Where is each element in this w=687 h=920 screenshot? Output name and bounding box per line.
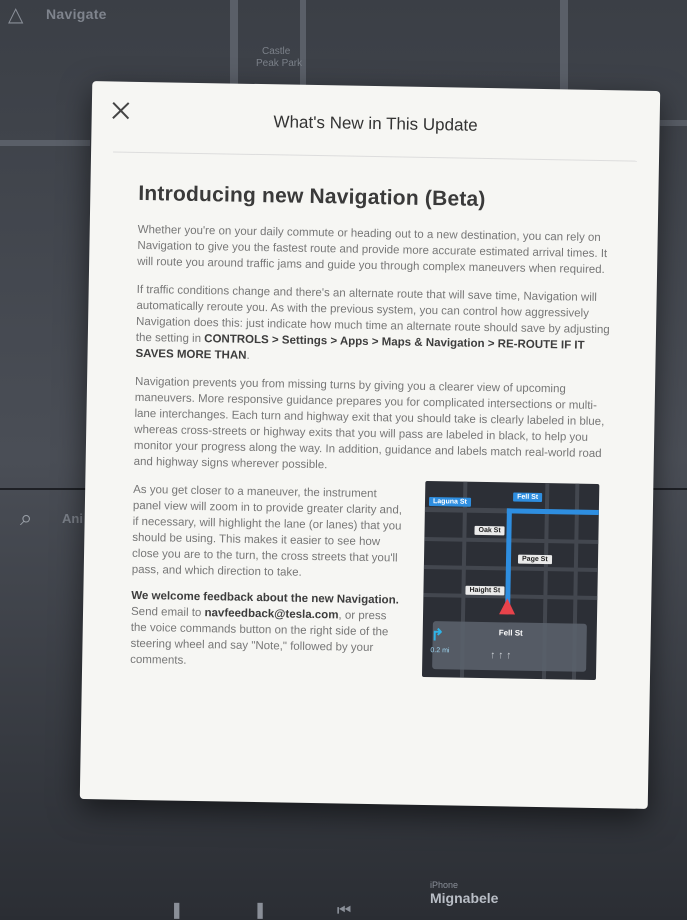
navigate-label: Navigate bbox=[46, 6, 107, 22]
map-road bbox=[660, 120, 687, 126]
paragraph-reroute-text: If traffic conditions change and there's an alternate route that will save time, Navigation will automatically reroute you. As with the previous system, you can control how aggressively Navigation does this: just indicate how much time an alternate route should save by adjusting the setting in bbox=[135, 283, 610, 346]
settings-path: CONTROLS > Settings > Apps > Maps & Navigation > RE-ROUTE IF IT SAVES MORE THAN bbox=[135, 333, 585, 362]
turn-arrow-icon: ↱ bbox=[430, 627, 445, 645]
car-position-icon bbox=[499, 598, 515, 614]
map-label: Castle bbox=[262, 46, 291, 57]
previous-icon[interactable]: ⏮ bbox=[336, 902, 422, 919]
media-title: Mignabele bbox=[430, 890, 499, 906]
search-bar[interactable] bbox=[20, 505, 90, 535]
guidance-text bbox=[130, 482, 405, 683]
turn-street: Fell St bbox=[498, 628, 523, 638]
paragraph-reroute-end: . bbox=[246, 349, 250, 362]
guidance-section bbox=[129, 482, 611, 720]
route-line bbox=[507, 508, 599, 515]
feedback-text: Send email to bbox=[130, 605, 205, 620]
street-tag-page: Page St bbox=[518, 555, 552, 565]
feedback-text-end: , or press the voice commands button on the right side of the steering wheel and say "Note," followed by your comments. bbox=[130, 609, 389, 667]
search-text: Ani bbox=[62, 511, 83, 526]
media-controls[interactable] bbox=[170, 900, 421, 920]
media-source: iPhone bbox=[430, 880, 459, 890]
navigate-icon: △ bbox=[8, 4, 24, 26]
paragraph-feedback bbox=[130, 588, 403, 673]
paragraph-zoom: As you get closer to a maneuver, the instrument panel view will zoom in to provide greater clarity and, if necessary, will highlight the lane (or lanes) that you should be using. This makes it easier to see how close you are to the turn, the cross streets that you'll pass, and which direction to take. bbox=[131, 483, 403, 579]
map-label: Peak Park bbox=[256, 58, 303, 69]
dialog-title: What's New in This Update bbox=[273, 112, 478, 135]
street-tag-oak: Oak St bbox=[474, 526, 504, 536]
article-heading: Introducing new Navigation (Beta) bbox=[138, 181, 486, 211]
pause-icon[interactable]: ❚❚ bbox=[170, 902, 337, 919]
street-tag-fell: Fell St bbox=[513, 493, 542, 503]
whats-new-dialog bbox=[80, 81, 660, 809]
turn-banner bbox=[432, 621, 587, 672]
map-road bbox=[0, 140, 90, 146]
lane-arrows-icon: ↑↑↑ bbox=[490, 650, 515, 662]
street-tag-laguna: Laguna St bbox=[429, 497, 471, 507]
turn-distance: 0.2 mi bbox=[430, 647, 450, 655]
paragraph-intro: Whether you're on your daily commute or heading out to a new destination, you can rely on Navigation to give you the fastest route and provide more accurate estimated arrival times. It will route you around traffic jams and guide you through complex maneuvers when required. bbox=[137, 223, 608, 277]
street-tag-haight: Haight St bbox=[465, 586, 504, 596]
navigate-bar[interactable] bbox=[0, 0, 687, 28]
navigation-preview-image bbox=[422, 481, 599, 680]
paragraph-turns: Navigation prevents you from missing turns by giving you a clearer view of upcoming maneuvers. More responsive guidance prepares you for complicated intersections or multi-lane interchanges. Each turn and highway exit that you should take is clearly labeled in blue, whereas cross-streets or highway exits that you will pass are labeled in black, to help you monitor your progress along the way. In addition, guidance and labels match real-world road and highway signs wherever possible. bbox=[133, 375, 605, 472]
route-line bbox=[505, 508, 512, 608]
dialog-content[interactable] bbox=[129, 182, 616, 720]
feedback-heading: We welcome feedback about the new Navigation. bbox=[131, 589, 399, 607]
search-icon: ⌕ bbox=[20, 505, 33, 530]
dialog-divider bbox=[113, 151, 637, 161]
paragraph-reroute bbox=[135, 282, 614, 370]
feedback-email[interactable]: navfeedback@tesla.com bbox=[204, 607, 339, 622]
media-player[interactable] bbox=[430, 880, 498, 906]
